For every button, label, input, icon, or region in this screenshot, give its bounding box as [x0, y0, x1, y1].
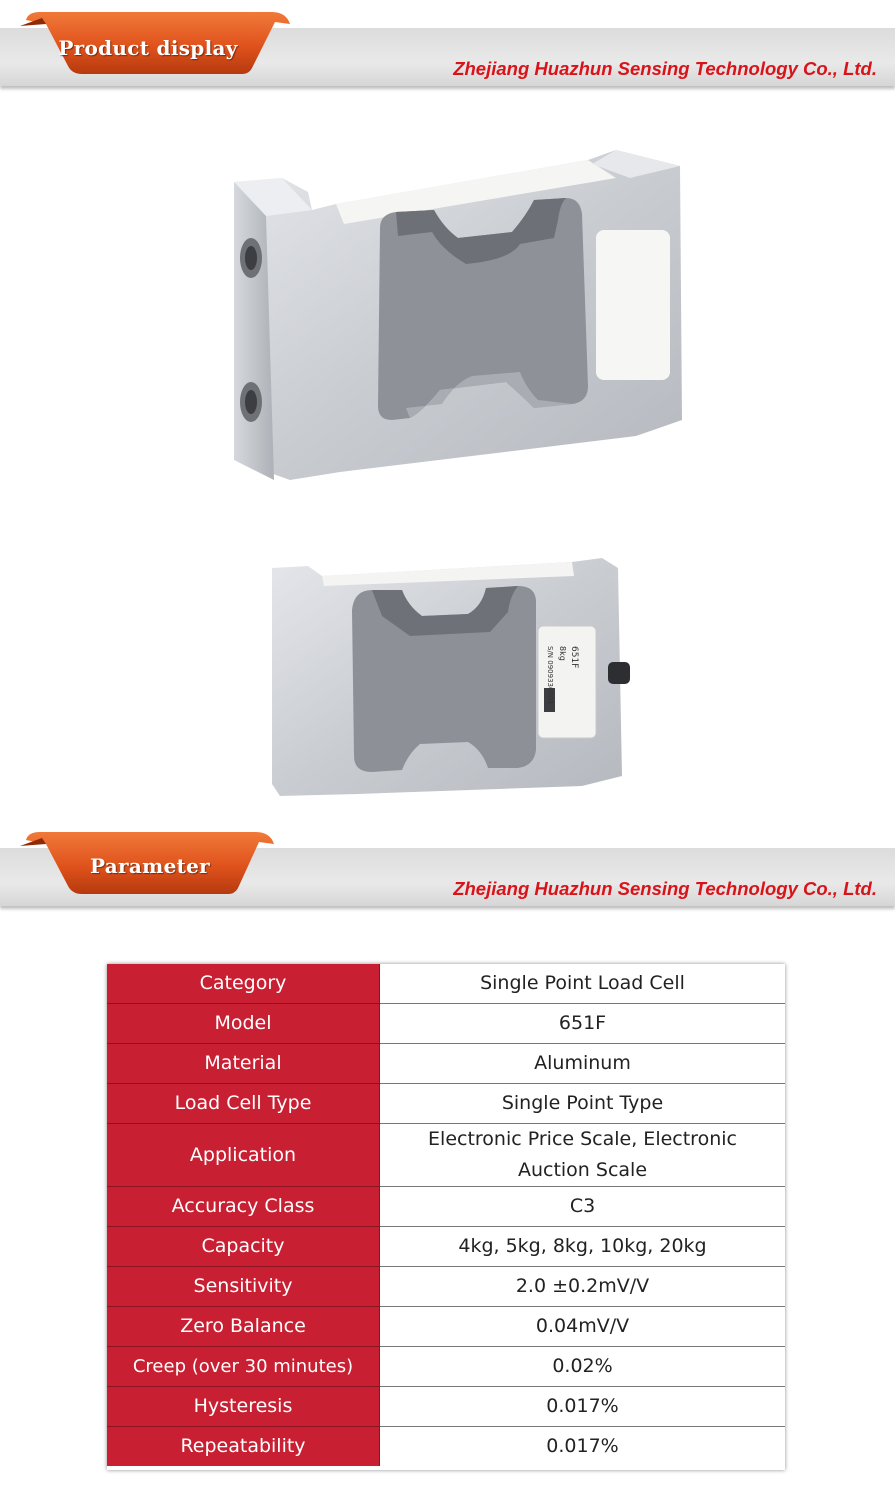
- param-value: Electronic Price Scale, Electronic Auction Scale: [380, 1124, 786, 1187]
- company-name: Zhejiang Huazhun Sensing Technology Co., Ltd.: [453, 58, 877, 79]
- table-row: [107, 1004, 785, 1044]
- table-row: [107, 1044, 785, 1084]
- param-value: 4kg, 5kg, 8kg, 10kg, 20kg: [380, 1227, 786, 1267]
- label-model: 651F: [569, 646, 579, 669]
- load-cell-photo-front: [220, 120, 700, 530]
- table-row: [107, 1347, 785, 1387]
- table-row: [107, 1227, 785, 1267]
- param-key: Model: [107, 1004, 380, 1044]
- param-key: Category: [107, 964, 380, 1004]
- param-key: Accuracy Class: [107, 1187, 380, 1227]
- company-name: Zhejiang Huazhun Sensing Technology Co., Ltd.: [453, 878, 877, 899]
- param-value: 651F: [380, 1004, 786, 1044]
- param-value: C3: [380, 1187, 786, 1227]
- param-value: 0.04mV/V: [380, 1307, 786, 1347]
- table-row: [107, 1307, 785, 1347]
- table-row: [107, 1187, 785, 1227]
- param-key: Load Cell Type: [107, 1084, 380, 1124]
- table-row: [107, 1267, 785, 1307]
- param-value: Single Point Load Cell: [380, 964, 786, 1004]
- table-row: [107, 1387, 785, 1427]
- table-row: [107, 1427, 785, 1467]
- label-capacity: 8kg: [558, 646, 567, 661]
- load-cell-photo-label: [262, 550, 632, 810]
- param-key: Sensitivity: [107, 1267, 380, 1307]
- label-serial: S/N 0909330001: [546, 646, 554, 705]
- banner-tab: [20, 830, 276, 896]
- product-display-banner: [0, 0, 895, 90]
- param-value: 0.017%: [380, 1387, 786, 1427]
- table-row: [107, 964, 785, 1004]
- banner-tab: [20, 10, 292, 76]
- param-key: Creep (over 30 minutes): [107, 1347, 380, 1387]
- table-row: [107, 1124, 785, 1187]
- param-key: Hysteresis: [107, 1387, 380, 1427]
- param-key: Capacity: [107, 1227, 380, 1267]
- parameter-table: [107, 964, 785, 1470]
- param-key: Application: [107, 1124, 380, 1187]
- param-value: 2.0 ±0.2mV/V: [380, 1267, 786, 1307]
- banner-title: Parameter: [89, 854, 211, 878]
- banner-title: Product display: [58, 36, 238, 60]
- table-row: [107, 1084, 785, 1124]
- param-key: Repeatability: [107, 1427, 380, 1467]
- param-key: Zero Balance: [107, 1307, 380, 1347]
- param-key: Material: [107, 1044, 380, 1084]
- param-value: 0.02%: [380, 1347, 786, 1387]
- parameter-banner: [0, 820, 895, 910]
- param-value: 0.017%: [380, 1427, 786, 1467]
- param-value: Single Point Type: [380, 1084, 786, 1124]
- param-value: Aluminum: [380, 1044, 786, 1084]
